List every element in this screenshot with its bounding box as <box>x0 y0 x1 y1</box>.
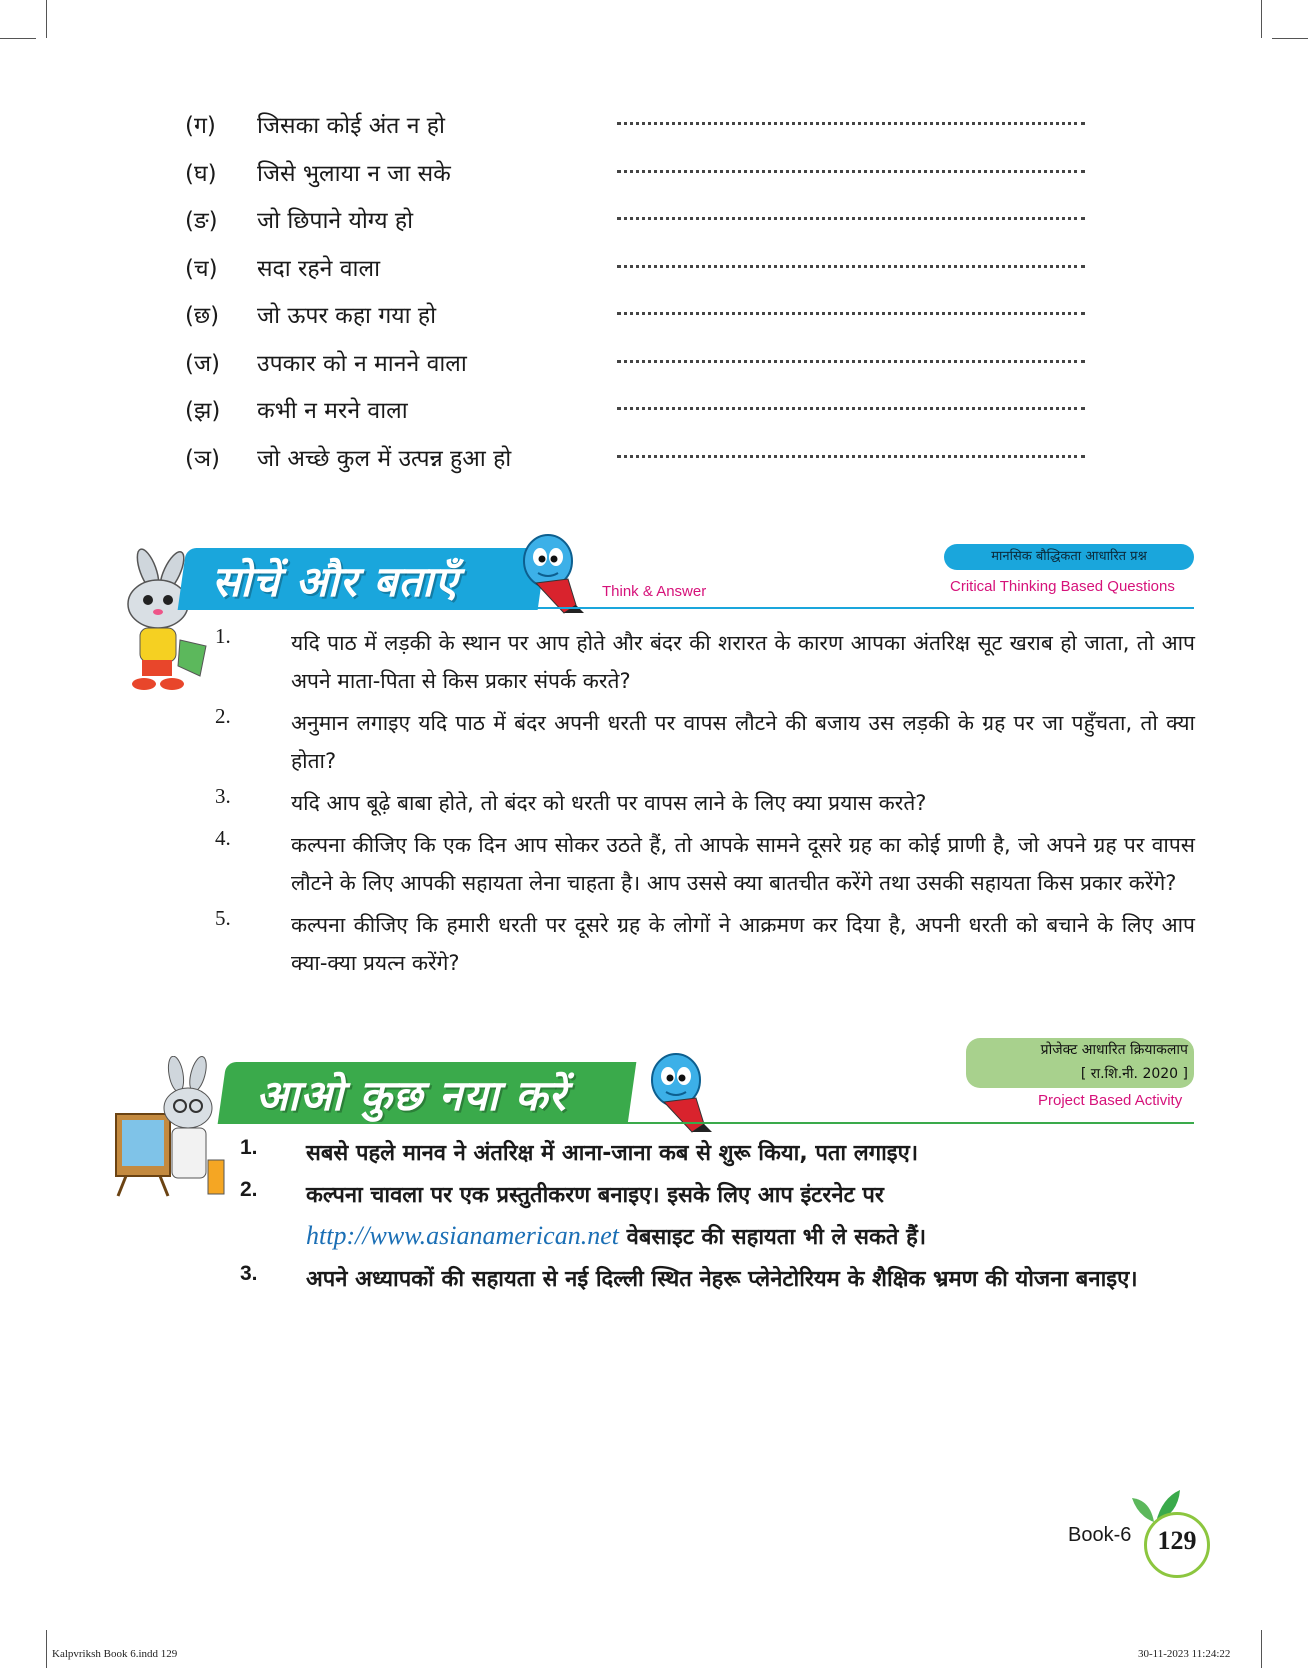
list-item <box>240 1176 1200 1258</box>
item-text: जिसका कोई अंत न हो <box>257 113 445 139</box>
think-tag: मानसिक बौद्धिकता आधारित प्रश्न <box>944 544 1194 570</box>
list-item <box>215 906 1195 982</box>
item-label: (झ) <box>185 398 221 424</box>
think-subtitle: Think & Answer <box>602 583 707 600</box>
book-label: Book-6 <box>1068 1524 1132 1546</box>
section-title: सोचें और बताएँ <box>212 557 459 606</box>
item-text: सबसे पहले मानव ने अंतरिक्ष में आना-जाना कब से शुरू किया, पता लगाइए। <box>306 1141 919 1166</box>
item-number: 1. <box>240 1136 258 1159</box>
project-tag-label: प्रोजेक्ट आधारित क्रियाकलाप <box>1040 1042 1188 1058</box>
item-text: जिसे भुलाया न जा सके <box>257 160 451 187</box>
answer-line[interactable] <box>617 217 1085 220</box>
item-text-before: कल्पना चावला पर एक प्रस्तुतीकरण बनाइए। इसके लिए आप इंटरनेट पर <box>306 1183 884 1208</box>
list-item <box>240 1134 1200 1174</box>
list-item <box>185 441 1085 489</box>
fill-in-list <box>185 108 1085 488</box>
answer-line[interactable] <box>617 455 1085 458</box>
item-label: (ञ) <box>185 445 221 472</box>
list-item <box>185 108 1085 156</box>
item-label: (ग) <box>185 113 216 139</box>
crop-mark <box>0 38 36 39</box>
item-number: 2. <box>215 704 231 728</box>
crop-mark <box>1261 1630 1262 1668</box>
answer-line[interactable] <box>617 312 1085 315</box>
list-item <box>215 624 1195 700</box>
pencil-mascot-icon <box>518 533 588 615</box>
question-list <box>215 624 1195 986</box>
item-number: 2. <box>240 1178 258 1201</box>
item-number: 1. <box>215 624 231 648</box>
item-text: अपने अध्यापकों की सहायता से नई दिल्ली स्थित नेहरू प्लेनेटोरियम के शैक्षिक भ्रमण की योजना बनाइए। <box>306 1267 1138 1292</box>
website-link[interactable]: http://www.asianamerican.net <box>306 1221 619 1250</box>
list-item <box>185 156 1085 204</box>
item-text: उपकार को न मानने वाला <box>257 350 467 377</box>
item-label: (ङ) <box>185 208 218 234</box>
item-text: यदि पाठ में लड़की के स्थान पर आप होते और बंदर की शरारत के कारण आपका अंतरिक्ष सूट खराब हो जाता, तो आप अपने माता-पिता से किस प्रकार संपर्क करते? <box>291 631 1195 693</box>
list-item <box>240 1260 1200 1300</box>
item-label: (छ) <box>185 303 220 329</box>
footer-timestamp: 30-11-2023 11:24:22 <box>1138 1648 1231 1660</box>
answer-line[interactable] <box>617 122 1085 125</box>
list-item <box>185 298 1085 346</box>
crop-mark <box>46 1630 47 1668</box>
item-text: जो ऊपर कहा गया हो <box>257 303 437 329</box>
item-number: 3. <box>215 784 231 808</box>
list-item <box>185 346 1085 394</box>
project-tag-ref: [ रा.शि.नी. 2020 ] <box>1080 1066 1188 1082</box>
item-number: 5. <box>215 906 231 930</box>
item-text: सदा रहने वाला <box>257 255 381 282</box>
answer-line[interactable] <box>617 265 1085 268</box>
item-text: जो छिपाने योग्य हो <box>257 208 414 234</box>
list-item <box>215 826 1195 902</box>
project-list <box>240 1134 1200 1302</box>
answer-line[interactable] <box>617 170 1085 173</box>
rabbit-painter-icon <box>112 1056 228 1198</box>
item-number: 4. <box>215 826 231 850</box>
item-text: अनुमान लगाइए यदि पाठ में बंदर अपनी धरती पर वापस लौटने की बजाय उस लड़की के ग्रह पर जा पहुँचता, तो क्या होता? <box>291 711 1195 773</box>
list-item <box>185 393 1085 441</box>
item-text-after: वेबसाइट की सहायता भी ले सकते हैं। <box>626 1225 927 1250</box>
list-item <box>215 784 1195 822</box>
item-number: 3. <box>240 1262 258 1285</box>
think-tag-en: Critical Thinking Based Questions <box>950 578 1175 595</box>
item-label: (च) <box>185 255 218 282</box>
section-rule <box>222 1122 1194 1124</box>
footer-file: Kalpvriksh Book 6.indd 129 <box>52 1648 178 1660</box>
section-rule <box>182 607 1194 609</box>
section-title: आओ कुछ नया करें <box>256 1071 567 1120</box>
crop-mark <box>46 0 47 38</box>
item-text: जो अच्छे कुल में उत्पन्न हुआ हो <box>257 445 512 472</box>
item-text: यदि आप बूढ़े बाबा होते, तो बंदर को धरती पर वापस लाने के लिए क्या प्रयास करते? <box>291 791 927 815</box>
answer-line[interactable] <box>617 360 1085 363</box>
item-text: कभी न मरने वाला <box>257 398 408 424</box>
crop-mark <box>1261 0 1262 38</box>
item-text: कल्पना कीजिए कि हमारी धरती पर दूसरे ग्रह के लोगों ने आक्रमण कर दिया है, अपनी धरती को बचाने के लिए आप क्या-क्या प्रयत्न करेंगे? <box>291 913 1195 975</box>
list-item <box>215 704 1195 780</box>
item-text <box>306 1176 1200 1258</box>
item-label: (ज) <box>185 350 221 377</box>
project-tag-en: Project Based Activity <box>1038 1092 1183 1109</box>
item-label: (घ) <box>185 160 217 187</box>
item-text: कल्पना कीजिए कि एक दिन आप सोकर उठते हैं, तो आपके सामने दूसरे ग्रह का कोई प्राणी है, जो अपने ग्रह पर वापस लौटने के लिए आपकी सहायता लेना चाहता है। आप उससे क्या बातचीत करेंगे तथा उसकी सहायता किस प्रकार करेंगे? <box>291 833 1195 895</box>
list-item <box>185 203 1085 251</box>
crop-mark <box>1272 38 1308 39</box>
list-item <box>185 251 1085 299</box>
answer-line[interactable] <box>617 407 1085 410</box>
page-number: 129 <box>1157 1526 1197 1555</box>
